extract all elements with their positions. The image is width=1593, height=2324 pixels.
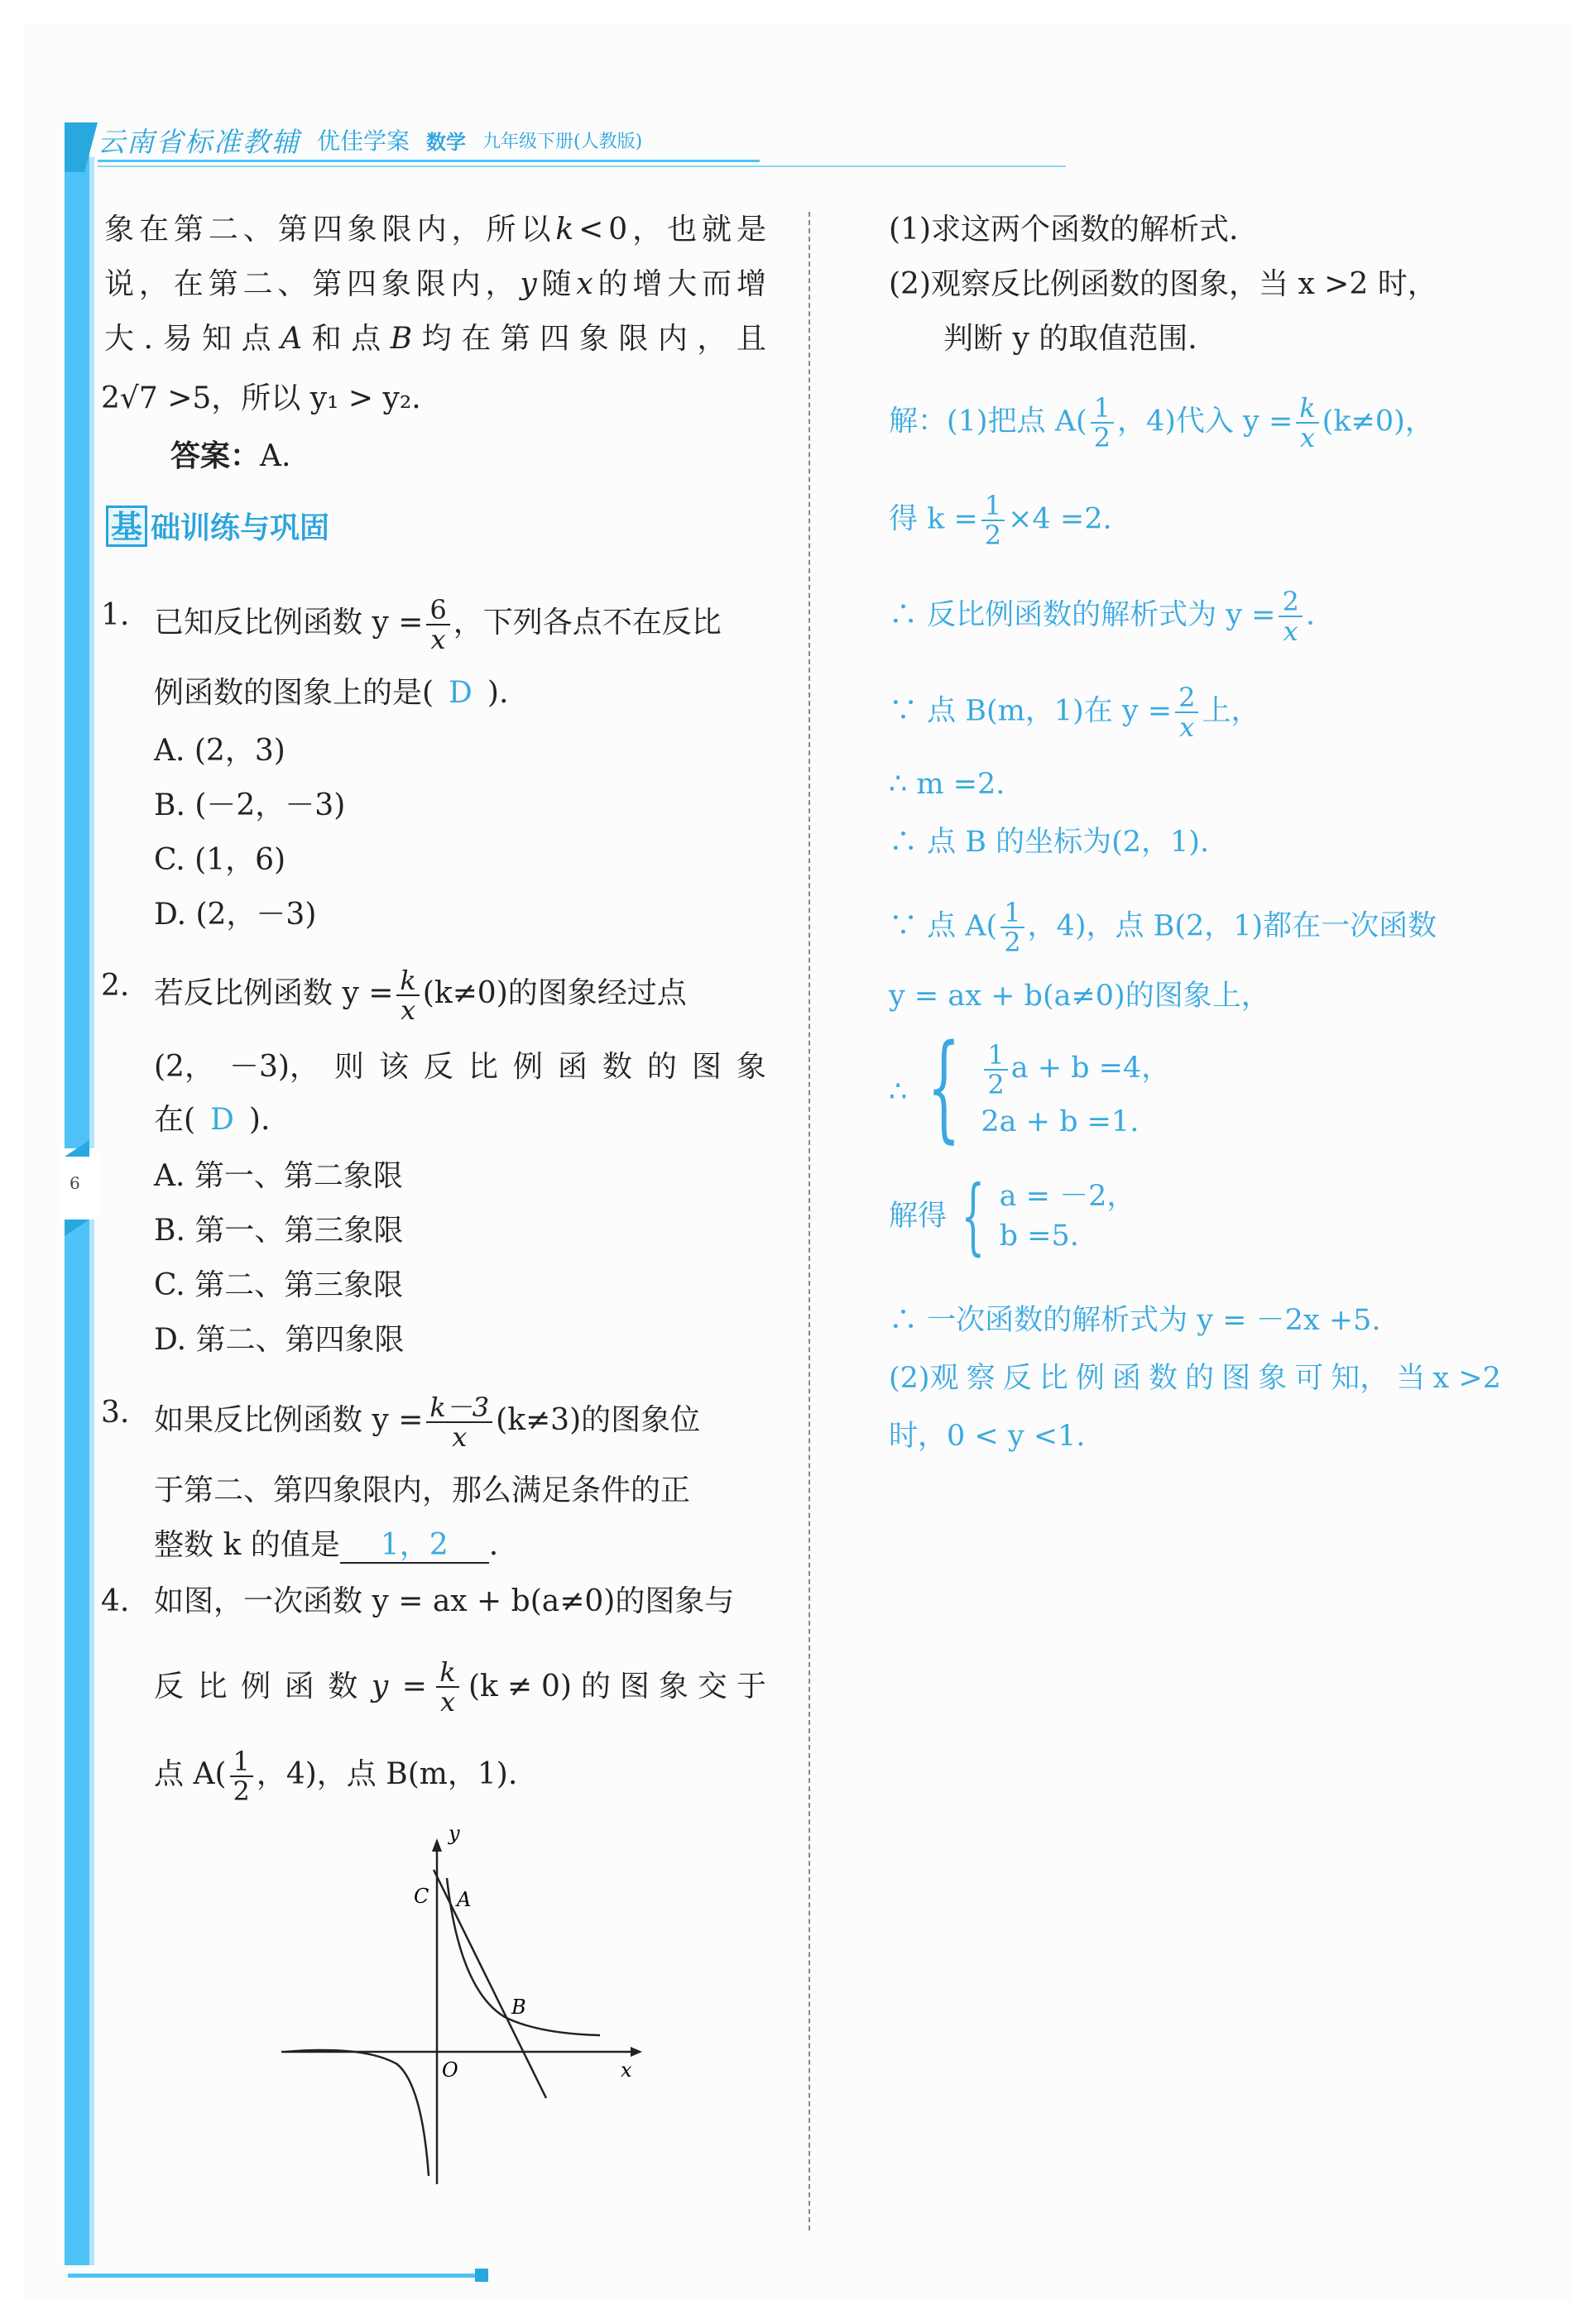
s9-frac-num: 1: [984, 1041, 1007, 1071]
text-token: 第: [312, 267, 343, 301]
text-token: 点: [241, 322, 271, 356]
s10-eq2: b =5.: [999, 1220, 1079, 1253]
text-token: 点: [351, 322, 381, 356]
q4-frac2-den: 2: [233, 1775, 250, 1807]
text-token: ，: [632, 213, 663, 247]
graph-label-b: B: [511, 1996, 526, 2019]
text-token: (2，: [154, 1050, 214, 1084]
text-token: 图: [619, 1670, 650, 1703]
s7-frac-num: 1: [1000, 898, 1024, 928]
text-token: y: [371, 1670, 389, 1703]
q1-line-1: [154, 596, 722, 654]
q4-frac-num: k: [436, 1658, 458, 1688]
hyperbola-branch-2: [285, 2050, 429, 2176]
answer-value: A.: [260, 439, 291, 473]
text-token: 反: [1002, 1362, 1032, 1395]
q1-option: B. (－2，－3): [154, 788, 346, 822]
right-question-2: (2)观察反比例函数的图象，当 x >2 时，: [889, 267, 1437, 301]
q4-line-3: [154, 1747, 517, 1805]
q2-option: B. 第一、第三象限: [154, 1214, 404, 1248]
text-token: ，: [138, 267, 169, 301]
q1-text-b: ，下列各点不在反比: [453, 606, 722, 640]
text-token: 而: [702, 267, 732, 301]
text-token: 的: [646, 1050, 677, 1084]
text-token: 第: [173, 213, 204, 247]
text-token: 的: [597, 267, 628, 301]
carry-line-4: 2√7 >5，所以 y₁ > y₂.: [101, 381, 421, 415]
text-token: 可: [1294, 1362, 1324, 1395]
header-grade: 九年级下册(人教版): [482, 131, 643, 152]
notch-bottom-marker: [65, 1220, 89, 1236]
q1-option: A. (2，3): [154, 734, 285, 768]
text-token: 函: [1111, 1362, 1141, 1395]
s7-frac-den: 2: [1004, 927, 1021, 958]
text-token: 比: [1039, 1362, 1068, 1395]
x-axis-arrow: [631, 2047, 642, 2057]
q4-frac-den: x: [439, 1686, 456, 1718]
text-token: B: [390, 322, 413, 356]
text-token: 增: [736, 267, 766, 301]
q3-number: 3.: [101, 1396, 130, 1430]
text-token: 例: [241, 1670, 271, 1703]
q1-text-a: 已知反比例函数 y =: [154, 606, 424, 640]
s1-frac: [1091, 394, 1114, 452]
text-token: 例: [1075, 1362, 1105, 1395]
q2-line-3: [154, 1100, 270, 1140]
text-token: 则: [333, 1050, 364, 1084]
text-token: ，: [697, 322, 727, 356]
text-token: 象: [736, 1050, 766, 1084]
q4-text-a: 点 A(: [154, 1757, 227, 1791]
text-token: y: [520, 267, 537, 301]
s2-frac-den: 2: [984, 520, 1002, 551]
text-token: 比: [468, 1050, 498, 1084]
solution-system-1: [889, 1020, 1171, 1155]
q3-text-c: 整数 k 的值是: [154, 1528, 340, 1562]
s9-system: [981, 1039, 1170, 1145]
q3-text-a: 如果反比例函数 y =: [154, 1403, 424, 1437]
text-token: 也: [667, 213, 698, 247]
text-token: 当: [1396, 1362, 1426, 1395]
s3-frac: [1279, 587, 1302, 645]
text-token: 象: [1258, 1362, 1288, 1395]
carry-line-1: [104, 210, 766, 250]
text-token: x >2: [1432, 1362, 1501, 1395]
text-token: 是: [736, 213, 766, 247]
q3-answer-blank: 1，2: [340, 1529, 489, 1564]
q1-line-2: [154, 673, 508, 713]
s1-text-c: (k≠0)，: [1322, 405, 1434, 438]
q3-text-d: .: [488, 1528, 499, 1562]
s2-frac: [981, 491, 1005, 549]
q4-l2b: [468, 1667, 766, 1707]
s1-frac-den: 2: [1093, 422, 1111, 453]
text-token: 0: [608, 213, 628, 247]
s1-frac-k: [1296, 394, 1318, 452]
column-divider: [808, 212, 810, 2231]
text-token: 象: [578, 322, 609, 356]
q4-line-2: [154, 1658, 766, 1716]
text-token: 说: [104, 267, 135, 301]
q4-fraction-2: [230, 1747, 253, 1805]
text-token: 以: [521, 213, 551, 247]
q1-text-d: ).: [487, 676, 509, 710]
text-token: (2)观: [889, 1362, 959, 1395]
q2-frac-den: x: [401, 994, 416, 1026]
solution-line-4: [889, 683, 1260, 741]
s1-frac-num: 1: [1091, 394, 1114, 424]
s7-text-a: ∵ 点 A(: [889, 909, 998, 943]
s2-text-b: ×4 =2.: [1008, 502, 1112, 536]
carry-answer: [170, 436, 290, 477]
text-token: 在: [138, 213, 169, 247]
q1-text-c: 例函数的图象上的是(: [154, 676, 434, 710]
text-token: 函: [557, 1050, 588, 1084]
text-token: .: [143, 322, 153, 356]
left-brace-icon: {: [961, 1167, 986, 1264]
q1-number: 1.: [101, 598, 130, 632]
graph-label-c: C: [414, 1885, 429, 1908]
text-token: 和: [311, 322, 342, 356]
text-token: 该: [378, 1050, 409, 1084]
text-token: 象: [381, 267, 411, 301]
left-brace-icon: {: [927, 1020, 961, 1155]
text-token: 知，: [1331, 1362, 1389, 1395]
text-token: 限: [415, 267, 446, 301]
s7-text-b: ，4)，点 B(2，1)都在一次函数: [1027, 909, 1437, 943]
q4-l2a: [154, 1667, 427, 1707]
solution-line-13: 时，0 < y <1.: [889, 1420, 1086, 1453]
text-token: k: [555, 213, 574, 247]
text-token: 二: [242, 267, 273, 301]
q2-fraction: [396, 966, 419, 1024]
text-token: 象: [347, 213, 377, 247]
s2-frac-num: 1: [981, 491, 1005, 521]
carry-line-3: [104, 319, 766, 359]
q4-text-b: ，4)，点 B(m，1).: [256, 1757, 518, 1791]
q2-option: D. 第二、第四象限: [154, 1323, 405, 1357]
page-number: 6: [70, 1173, 80, 1193]
bottom-square-marker: [475, 2269, 488, 2282]
q2-line-1: [154, 966, 687, 1024]
text-token: 所: [486, 213, 516, 247]
notch-top-marker: [65, 1140, 89, 1157]
q1-frac-num: 6: [426, 596, 449, 625]
s7-frac: [1000, 898, 1024, 956]
q4-frac2-num: 1: [230, 1747, 253, 1777]
text-token: 、: [242, 213, 273, 247]
text-token: 在: [461, 322, 492, 356]
q2-answer: D: [210, 1103, 234, 1137]
text-token: 大: [667, 267, 698, 301]
s9-eq1: [981, 1039, 1170, 1099]
q3-line-1: [154, 1393, 700, 1451]
solution-line-12: [889, 1358, 1501, 1398]
q2-text-c: 在(: [154, 1103, 196, 1137]
text-token: 增: [632, 267, 663, 301]
text-token: ，: [451, 213, 482, 247]
graph-label-x: x: [621, 2058, 632, 2082]
q3-line-3: [154, 1526, 498, 1565]
s4-frac-den: x: [1179, 712, 1195, 743]
q1-option: D. (2，－3): [154, 898, 317, 932]
right-question-1: (1)求这两个函数的解析式.: [889, 213, 1239, 247]
text-token: 象: [658, 1670, 689, 1703]
text-token: 象: [104, 213, 135, 247]
text-token: 限: [618, 322, 649, 356]
section-icon: 基: [106, 506, 147, 547]
text-token: 且: [736, 322, 766, 356]
s1-text-a: 解：(1)把点 A(: [889, 405, 1087, 438]
q2-option: C. 第二、第三象限: [154, 1268, 404, 1302]
s3-text-a: ∴ 反比例函数的解析式为 y =: [889, 598, 1276, 632]
solution-line-11: ∴ 一次函数的解析式为 y = －2x +5.: [889, 1304, 1381, 1337]
text-token: =: [401, 1670, 427, 1703]
text-token: 察: [966, 1362, 996, 1395]
text-token: 第: [277, 213, 308, 247]
q1-option: C. (1，6): [154, 843, 286, 877]
text-token: 数: [328, 1670, 358, 1703]
graph-label-origin: O: [442, 2058, 458, 2082]
q3-frac-den: x: [452, 1421, 468, 1453]
q4-line-1: 如图，一次函数 y = ax + b(a≠0)的图象与: [154, 1584, 735, 1618]
s9-frac-den: 2: [987, 1068, 1005, 1100]
q2-text-a: 若反比例函数 y =: [154, 976, 394, 1010]
q3-line-2: 于第二、第四象限内，那么满足条件的正: [154, 1473, 691, 1507]
solution-line-2: [889, 491, 1112, 549]
q1-fraction: [426, 596, 449, 654]
text-token: 交: [697, 1670, 727, 1703]
q4-fraction: [436, 1658, 458, 1716]
s4-frac: [1175, 683, 1198, 741]
solution-system-2: [889, 1167, 1136, 1264]
text-token: 就: [702, 213, 732, 247]
text-token: 图: [1221, 1362, 1251, 1395]
text-token: 易: [162, 322, 193, 356]
text-token: x: [576, 267, 593, 301]
header-brand: 云南省标准教辅: [98, 125, 300, 158]
text-token: ≠: [506, 1670, 532, 1703]
solution-line-8: y = ax + b(a≠0)的图象上，: [889, 980, 1270, 1013]
text-token: 在: [173, 267, 204, 301]
answer-label: 答案：: [170, 438, 261, 473]
text-token: 二: [208, 213, 238, 247]
s2-text-a: 得 k =: [889, 502, 978, 536]
s3-frac-num: 2: [1279, 587, 1302, 617]
solution-line-5: ∴ m =2.: [889, 768, 1005, 801]
text-token: ，: [485, 267, 516, 301]
text-token: 函: [284, 1670, 314, 1703]
text-token: －3)，: [228, 1050, 319, 1084]
q3-fraction: [426, 1393, 492, 1451]
header-series: 优佳学案: [317, 127, 410, 155]
s10-pre: 解得: [889, 1200, 948, 1233]
carry-line-2: [104, 265, 766, 304]
s9-eq2: 2a + b =1.: [981, 1104, 1140, 1138]
text-token: 内: [416, 213, 447, 247]
header-rule: [98, 160, 760, 162]
s1-k-num: k: [1296, 394, 1318, 424]
solution-line-3: [889, 587, 1315, 645]
text-token: 内: [450, 267, 481, 301]
text-token: A: [281, 322, 303, 356]
text-token: 反: [154, 1670, 185, 1703]
q2-line-2: [154, 1047, 766, 1087]
q2-option: A. 第一、第二象限: [154, 1159, 403, 1193]
q1-frac-den: x: [430, 624, 446, 655]
s4-frac-num: 2: [1175, 683, 1198, 713]
text-token: 内: [657, 322, 688, 356]
solution-line-1: [889, 394, 1434, 452]
text-token: 比: [197, 1670, 228, 1703]
q1-answer: D: [449, 676, 473, 710]
text-token: 知: [202, 322, 233, 356]
page-header: [98, 121, 642, 159]
q2-text-d: ).: [248, 1103, 271, 1137]
function-graph: [273, 1820, 662, 2201]
text-token: 第: [500, 322, 530, 356]
text-token: 数: [602, 1050, 632, 1084]
s9-pre: ∴: [889, 1076, 908, 1109]
text-token: 的: [580, 1670, 611, 1703]
q2-text-b: (k≠0)的图象经过点: [422, 976, 687, 1010]
s10-eq1: a = －2，: [999, 1180, 1136, 1213]
q4-number: 4.: [101, 1584, 130, 1618]
s10-system: [1000, 1176, 1136, 1256]
right-question-2-cont: 判断 y 的取值范围.: [943, 322, 1197, 356]
q3-frac-num: k－3: [426, 1393, 492, 1423]
section-heading: [106, 505, 329, 547]
solution-line-6: ∴ 点 B 的坐标为(2，1).: [889, 826, 1210, 859]
bottom-rule: [68, 2274, 482, 2278]
y-axis-arrow: [432, 1838, 442, 1852]
text-token: 四: [540, 322, 570, 356]
text-token: 第: [208, 267, 238, 301]
s1-text-b: ，4)代入 y =: [1117, 405, 1293, 438]
text-token: 随: [541, 267, 572, 301]
s4-text-b: 上，: [1202, 694, 1260, 728]
q3-text-b: (k≠3)的图象位: [496, 1403, 701, 1437]
text-token: (k: [468, 1670, 498, 1703]
text-token: 、: [277, 267, 308, 301]
solution-line-7: [889, 898, 1437, 956]
text-token: 例: [512, 1050, 543, 1084]
s1-k-den: x: [1299, 422, 1315, 453]
text-token: 限: [381, 213, 412, 247]
text-token: 数: [1148, 1362, 1178, 1395]
text-token: 于: [736, 1670, 766, 1703]
header-subject: 数学: [426, 129, 467, 154]
s9-frac: [984, 1038, 1007, 1100]
graph-label-a: A: [457, 1888, 472, 1911]
text-token: 反: [423, 1050, 453, 1084]
s3-frac-den: x: [1283, 616, 1298, 647]
section-title: 础训练与巩固: [151, 511, 330, 545]
header-rule-thin: [98, 165, 1066, 167]
text-token: 四: [347, 267, 377, 301]
text-token: 四: [312, 213, 343, 247]
text-token: 的: [1185, 1362, 1215, 1395]
q2-number: 2.: [101, 969, 130, 1003]
text-token: 均: [421, 322, 452, 356]
text-token: 大: [104, 322, 135, 356]
s4-text-a: ∵ 点 B(m，1)在 y =: [889, 694, 1173, 728]
text-token: 图: [691, 1050, 722, 1084]
q2-frac-num: k: [396, 966, 419, 996]
text-token: <: [578, 213, 604, 247]
s3-text-b: .: [1305, 598, 1315, 632]
s9-eq1-text: a + b =4，: [1010, 1052, 1171, 1085]
text-token: 0): [540, 1670, 572, 1703]
graph-label-y: y: [449, 1822, 460, 1845]
